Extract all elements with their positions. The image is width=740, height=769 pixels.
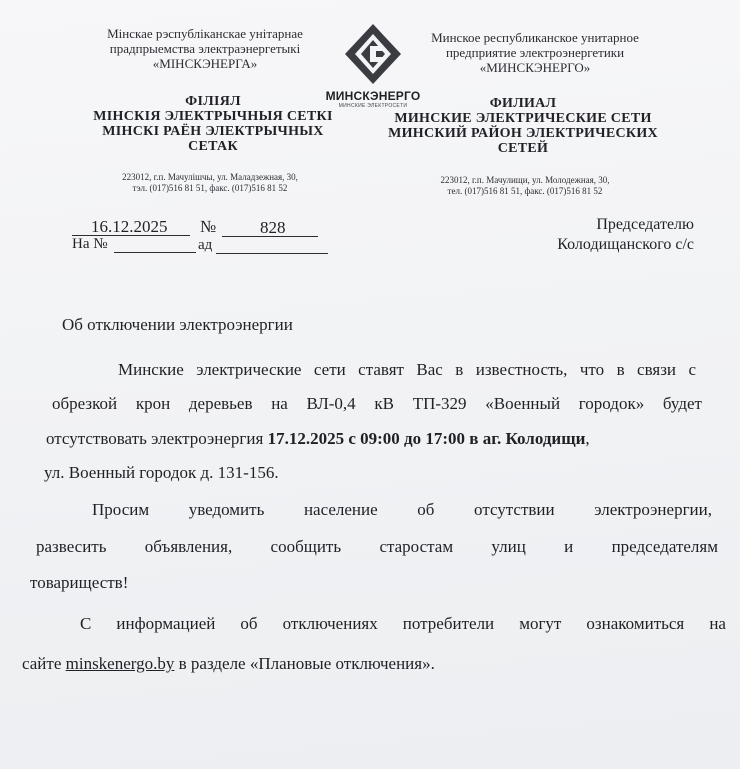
word: об (240, 614, 258, 633)
left-branch-line: МІНСКІЯ ЭЛЕКТРЫЧНЫЯ СЕТКІ (93, 109, 333, 124)
word: потребители (402, 614, 495, 633)
word: обрезкой (52, 394, 118, 413)
website-link[interactable]: minskenergo.by (65, 654, 175, 673)
word: кВ (374, 394, 394, 413)
word: в (616, 360, 625, 379)
word: что (579, 360, 605, 379)
left-branch-line: МІНСКІ РАЁН ЭЛЕКТРЫЧНЫХ (102, 124, 324, 139)
left-address-line: 223012, г.п. Мачулішчы, ул. Маладзежная, 30, (122, 172, 298, 182)
left-org-line: Мінскае рэспубліканскае унітарнае (107, 26, 303, 41)
recipient (480, 215, 694, 255)
paragraph1-line2 (52, 394, 702, 414)
reference-date: 16.12.2025 (91, 217, 168, 236)
right-branch-line: МИНСКИЕ ЭЛЕКТРИЧЕСКИЕ СЕТИ (394, 111, 652, 126)
text: , (585, 429, 590, 448)
word: могут (519, 614, 562, 633)
on-number-label: На № (72, 236, 108, 252)
left-branch-line: СЕТАК (188, 139, 238, 154)
left-org-line: прадпрыемства электраэнергетыкі (109, 41, 301, 56)
word: электроэнергии, (594, 500, 712, 519)
logo-diamond-icon (343, 22, 403, 86)
logo-text: МИНСКЭНЕРГО (325, 89, 421, 103)
word: «Военный (485, 394, 561, 413)
left-address (95, 172, 325, 194)
word: деревьев (188, 394, 253, 413)
subject: Об отключении электроэнергии (62, 315, 293, 334)
outage-datetime-place: 17.12.2025 с 09:00 до 17:00 в аг. Колодищи (267, 429, 586, 448)
number-underline (222, 236, 318, 237)
word: с (688, 360, 696, 379)
word: уведомить (188, 500, 265, 519)
right-branch-line: ФИЛИАЛ (489, 96, 557, 111)
paragraph1-line4: ул. Военный городок д. 131-156. (44, 463, 279, 482)
word: об (417, 500, 435, 519)
company-logo (343, 22, 403, 86)
word: Минские (118, 360, 184, 379)
text: сайте (22, 654, 62, 673)
word: развесить (36, 537, 107, 556)
word: ставят (358, 360, 404, 379)
word: связи (637, 360, 677, 379)
word: известность, (475, 360, 568, 379)
word: на (709, 614, 726, 633)
word: городок» (578, 394, 645, 413)
word: крон (135, 394, 171, 413)
paragraph2-line2 (36, 537, 718, 557)
word: председателям (611, 537, 718, 556)
left-branch (78, 94, 348, 154)
on-number-underline (114, 252, 196, 253)
word: и (564, 537, 574, 556)
word: население (303, 500, 378, 519)
word: объявления, (144, 537, 233, 556)
word: на (271, 394, 288, 413)
text: в разделе «Плановые отключения». (178, 654, 435, 673)
right-org-line: Минское республиканское унитарное (431, 30, 639, 45)
right-branch-line: МИНСКИЙ РАЙОН ЭЛЕКТРИЧЕСКИХ (388, 126, 658, 141)
word: отключениях (282, 614, 378, 633)
word: электрические (196, 360, 302, 379)
right-org-line: предприятие электроэнергетики (445, 45, 625, 60)
word: сообщить (270, 537, 342, 556)
right-org (410, 30, 660, 75)
word: Вас (416, 360, 443, 379)
paragraph2-line3: товариществ! (30, 573, 129, 592)
reference-number: 828 (260, 218, 286, 237)
word: будет (662, 394, 702, 413)
text: отсутствовать электроэнергия (46, 429, 264, 448)
right-branch (378, 96, 668, 156)
right-address-line: 223012, г.п. Мачулищи, ул. Молодежная, 30, (440, 175, 610, 185)
word: С (80, 614, 92, 633)
paragraph3-line2 (22, 654, 435, 674)
word: сети (313, 360, 346, 379)
word: ТП-329 (412, 394, 467, 413)
word: отсутствии (474, 500, 555, 519)
word: в (455, 360, 464, 379)
word: старостам (379, 537, 454, 556)
paragraph1-line1 (118, 360, 696, 380)
left-branch-line: ФІЛІЯЛ (185, 94, 241, 109)
paragraph3-line1 (80, 614, 726, 634)
word: ознакомиться (586, 614, 685, 633)
from-underline (216, 253, 328, 254)
paragraph2-line1 (92, 500, 712, 520)
right-address-line: тел. (017)516 81 51, факс. (017)516 81 52 (447, 186, 603, 196)
word: Просим (92, 500, 150, 519)
right-org-line: «МИНСКЭНЕРГО» (479, 60, 591, 75)
right-address (415, 175, 635, 197)
word: улиц (491, 537, 526, 556)
logo-subtext: МИНСКИЕ ЭЛЕКТРОСЕТИ (338, 103, 408, 109)
paragraph1-line3 (46, 429, 590, 449)
word: информацией (116, 614, 216, 633)
word: ВЛ-0,4 (306, 394, 356, 413)
left-org-line: «МІНСКЭНЕРГА» (152, 56, 258, 71)
recipient-line: Колодищанского с/с (557, 236, 694, 253)
from-label: ад (198, 237, 213, 253)
reference-number-label: № (200, 217, 217, 236)
recipient-line: Председателю (596, 216, 694, 233)
left-org (90, 26, 320, 71)
right-branch-line: СЕТЕЙ (497, 141, 549, 156)
left-address-line: тэл. (017)516 81 51, факс. (017)516 81 52 (132, 183, 288, 193)
